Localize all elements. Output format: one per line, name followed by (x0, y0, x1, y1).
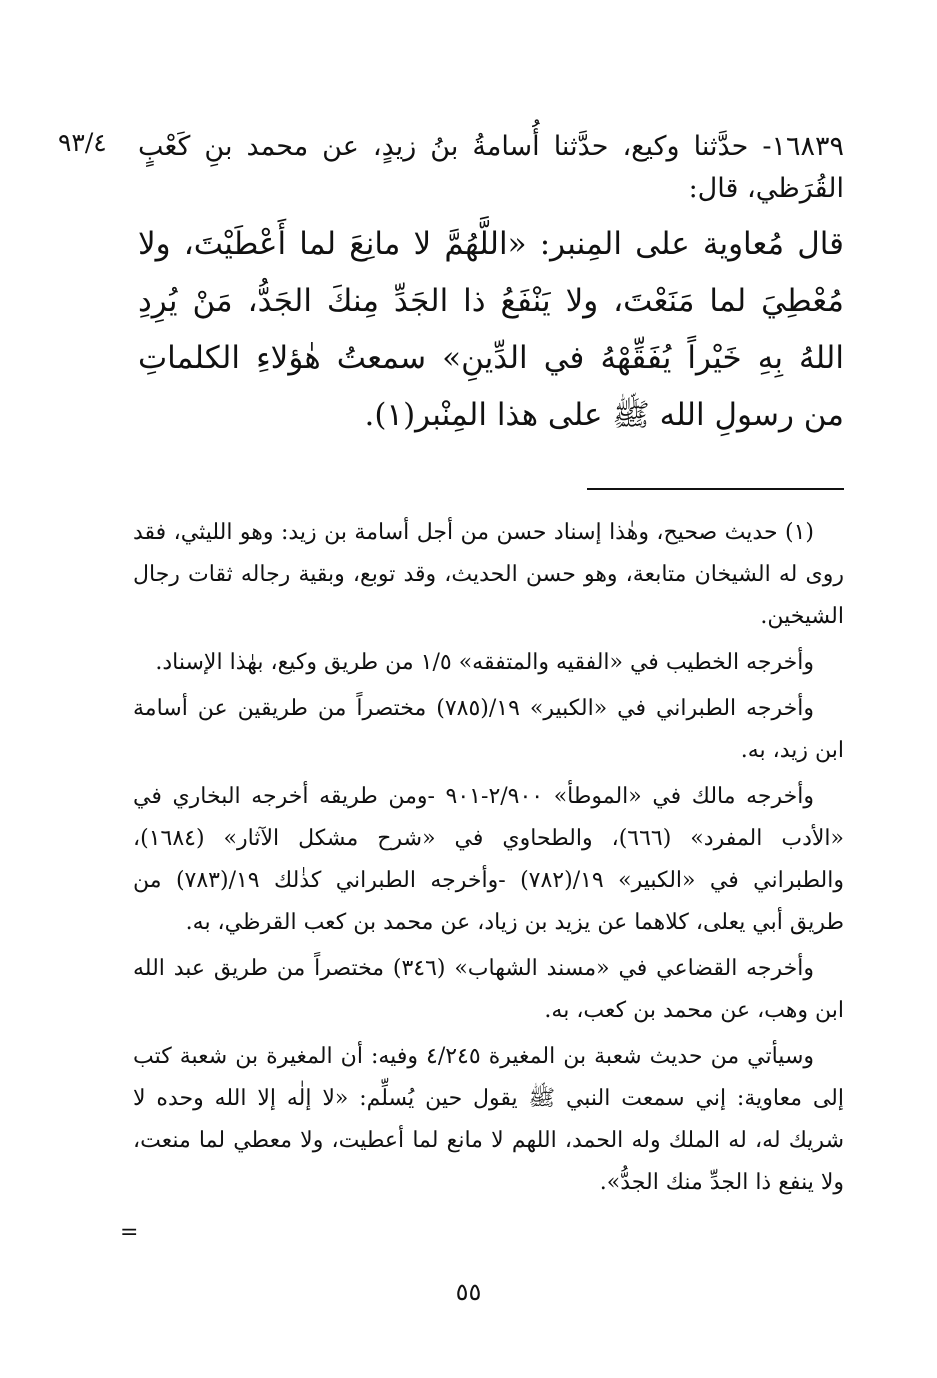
footnote-paragraph: وأخرجه الخطيب في «الفقيه والمتفقه» ١/٥ من طريق وكيع، بهٰذا الإسناد. (155, 650, 814, 675)
footnote-paragraph: وأخرجه الطبراني في «الكبير» ١٩/(٧٨٥) مختصراً من طريقين عن أسامة ابن زيد، به. (133, 696, 844, 763)
footnote-separator (587, 488, 844, 490)
footnotes (133, 512, 844, 1208)
page-number: ٥٥ (455, 1278, 482, 1306)
footnote-paragraph: وسيأتي من حديث شعبة بن المغيرة ٤/٢٤٥ وفيه: أن المغيرة بن شعبة كتب إلى معاوية: إني سمعت النبي ﷺ يقول حين يُسلِّم: «لا إلٰه إلا الله وحده لا شريك له، له الملك وله الحمد، اللهم لا مانع لما أعطيت، ولا معطي لما منعت، ولا ينفع ذا الجدِّ منك الجدُّ». (133, 1044, 844, 1195)
hadith-text (138, 126, 844, 444)
footnote-paragraph: وأخرجه مالك في «الموطأ» ٢/٩٠٠-٩٠١ -ومن طريقه أخرجه البخاري في «الأدب المفرد» (٦٦٦)، والطحاوي في «شرح مشكل الآثار» (١٦٨٤)، والطبراني في «الكبير» ١٩/(٧٨٢) -وأخرجه الطبراني كذٰلك ١٩/(٧٨٣) من طريق أبي يعلى، كلاهما عن يزيد بن زياد، عن محمد بن كعب القرظي، به. (133, 784, 844, 935)
margin-reference: ٩٣/٤ (58, 128, 107, 157)
continued-mark: = (120, 1220, 139, 1245)
hadith-matn: قال مُعاوية على المِنبر: «اللَّهُمَّ لا مانِعَ لما أَعْطَيْتَ، ولا مُعْطِيَ لما مَنَعْتَ، ولا يَنْفَعُ ذا الجَدِّ مِنكَ الجَدُّ، مَنْ يُرِدِ اللهُ بِهِ خَيْراً يُفَقِّهْهُ في الدِّينِ» سمعتُ هٰؤلاءِ الكلماتِ من رسولِ الله ﷺ على هذا المِنْبر(١). (138, 226, 844, 433)
footnote-paragraph: (١) حديث صحيح، وهٰذا إسناد حسن من أجل أسامة بن زيد: وهو الليثي، فقد روى له الشيخان متابعة، وهو حسن الحديث، وقد توبع، وبقية رجاله ثقات رجال الشيخين. (133, 520, 844, 629)
footnote-paragraph: وأخرجه القضاعي في «مسند الشهاب» (٣٤٦) مختصراً من طريق عبد الله ابن وهب، عن محمد بن كعب، به. (133, 956, 844, 1023)
hadith-isnad: ١٦٨٣٩- حدَّثنا وكيع، حدَّثنا أُسامةُ بنُ زيدٍ، عن محمد بنِ كَعْبٍ القُرَظي، قال: (138, 131, 844, 204)
